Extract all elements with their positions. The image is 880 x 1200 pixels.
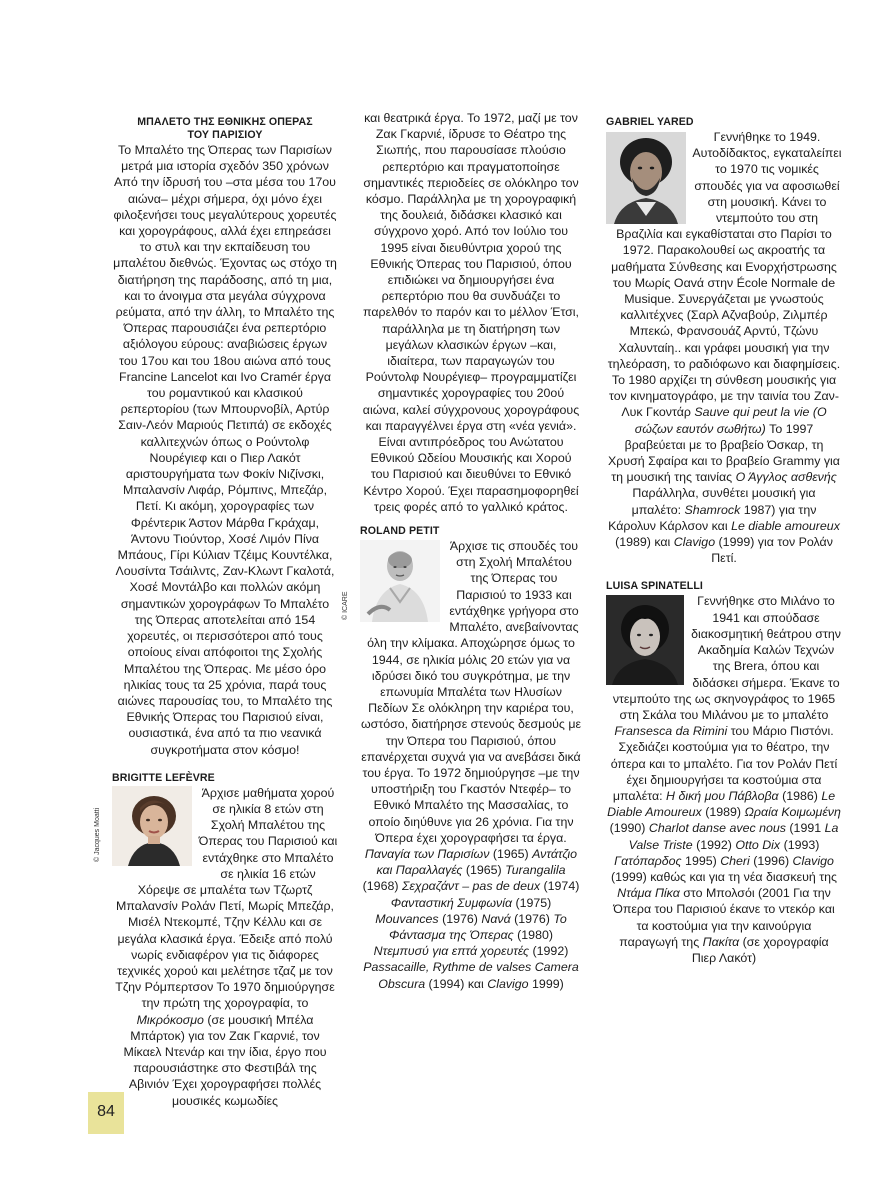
- petit-work-title: Ντεμπυσύ για επτά χορευτές: [373, 944, 530, 959]
- yared-ballet-clavigo: Clavigo: [673, 535, 716, 550]
- petit-portrait-photo: [342, 540, 440, 622]
- spinatelli-text-e: (σε χορογραφία Πιερ Λακότ): [691, 934, 829, 965]
- petit-work-year: (1975): [515, 895, 552, 910]
- spinatelli-work-title: Clavigo: [792, 853, 834, 868]
- ballet-text: Το Μπαλέτο της Όπερας των Παρισίων μετρά μια ιστορία σχεδόν 350 χρόνων Από την ίδρυσή του –στα μέσα του 17ου αιώνα– μέχρι σήμερα, όχι μόνο έχει φιλοξενήσει τους μεγαλύτερους χορευτές και χορογράφους, αλλά έχει επηρεάσει το στυλ και την εκπαίδευση του μπαλέτου διεθνώς. Έχοντας ως στόχο τη διατήρηση της παράδοσης, από τη μια, και το άνοιγμα στα μεγάλα σύγχρονα ρεύματα, από την άλλη, το Μπαλέτο της Όπερας παρουσιάζει ένα ρεπερτόριο αξιόλογου εύρους: αναβιώσεις έργων του 17ου και του 18ου αιώνα από τους Francine Lancelot και Ivo Cramér έργα του ρομαντικού και κλασικού ρεπερτορίου (των Μπουρνοβίλ, Αρτύρ Σαιν-Λεόν Μαριούς Πετιπά) σε εκδοχές καλλιτεχνών όπως ο Ρούντολφ Νουρέγιεφ και ο Πιερ Λακότ αριστουργήματα των Φοκίν Νιζίνσκι, Μπαλανσίν Λιφάρ, Ρόμπινς, Μπεζάρ, Πετί. Κι ακόμη, χορογραφίες των Φρέντερικ Άστον Μάρθα Γκράχαμ, Άντονυ Τιούντορ, Χοσέ Λιμόν Πίνα Μπάους, Γίρι Κύλιαν Τζέιμς Κουντέλκα, Λουσίντα Τσάιλντς, Ζαν-Κλωντ Γκαλοτά, Χοσέ Μοντάλβο και πολλών ακόμη σημαντικών χορογράφων Το Μπαλέτο της Όπερας αποτελείται από 154 χορευτές, οι περισσότεροι από τους οποίους είναι απόφοιτοι της Σχολής Μπαλέτου της Όπερας. Με μέσο όρο ηλικίας τους τα 25 χρόνια, παρά τους αιώνες παρουσίας του, το Μπαλέτο της Εθνικής Όπερας του Παρισιού είναι, ουσιαστικά, ένα από τα πιο νεανικά συγκροτήματα στον κόσμο!: [113, 143, 337, 757]
- spinatelli-work-year: (1996): [753, 853, 790, 868]
- petit-work-year: (1976): [442, 911, 478, 926]
- petit-work-year: (1976): [514, 911, 550, 926]
- spinatelli-work-year: (1991: [789, 821, 822, 836]
- petit-bio: [342, 538, 582, 992]
- petit-and: και: [467, 976, 484, 991]
- yared-text-a: Γεννήθηκε το 1949. Αυτοδίδακτος, εγκαταλείπει το 1970 τις νομικές σπουδές για να αφοσιωθεί στη μουσική. Κάνει το ντεμπούτο του στη Βραζιλία και εγκαθίσταται στο Παρίσι το 1972. Παρακολουθεί ως ακροατής τα μαθήματα Σύνθεσης και Ενορχήστρωσης του Μωρίς Οαvά στην École Normale de Musique. Συνεργάζεται με γνωστούς καλλιτέχνες (Σαρλ Αζναβούρ, Ζιλμπέρ Μπεκώ, Φρανσουάζ Αρντύ, Τζώνυ Χαλυνταίη.. και γράφει μουσική για την τηλεόραση, το ραδιόφωνο και διαφημίσεις. Το 1980 αρχίζει τη σύνθεση μουσικής για τον κινηματογράφο, με την ταινία του Ζαν-Λυκ Γκοντάρ: [607, 130, 842, 420]
- ballet-heading: [112, 116, 338, 142]
- petit-work-year: (1965): [492, 846, 529, 861]
- petit-work-title: Νανά: [481, 911, 511, 926]
- yared-bio: [606, 129, 842, 566]
- column-3: [606, 116, 842, 966]
- spinatelli-work-title: La Valse Triste: [628, 821, 839, 852]
- portrait-photo-icon: [112, 786, 192, 866]
- spinatelli-work-year: (1990): [609, 821, 646, 836]
- ballet-heading-line-2: ΤΟΥ ΠΑΡΙΣΙΟΥ: [187, 129, 263, 141]
- petit-work-title: Passacaille, Rythme de valses Camera Obscura: [363, 960, 579, 991]
- petit-work-year: (1965): [465, 863, 502, 878]
- column-1: [94, 116, 338, 1109]
- spinatelli-work-dama: Ντάμα Πίκα: [617, 886, 680, 901]
- spinatelli-work-title: Cheri: [720, 853, 750, 868]
- spinatelli-work-year: 1995): [685, 853, 717, 868]
- spinatelli-heading: LUISA SPINATELLI: [606, 580, 703, 593]
- spinatelli-text-b: του Μάριο Πιστόνι. Σχεδιάζει κοστούμια για το θέατρο, την όπερα και το μπαλέτο. Για τον Ρολάν Πετί έχει δημιουργήσει τα κοστούμια στα μπαλέτα:: [610, 724, 838, 803]
- petit-work-title: Clavigo: [487, 976, 529, 991]
- ballet-heading-line-1: ΜΠΑΛΕΤΟ ΤΗΣ ΕΘΝΙΚΗΣ ΟΠΕΡΑΣ: [137, 116, 313, 128]
- spinatelli-work-paquita: Πακίτα: [702, 934, 740, 949]
- petit-work-title: Παναγία των Παρισίων: [364, 846, 490, 861]
- yared-diable-year: (1989) και: [615, 535, 671, 550]
- petit-work-year: (1980): [517, 927, 553, 942]
- lefevre-heading: BRIGITTE LEFÈVRE: [112, 771, 215, 784]
- spinatelli-work-year: (1986): [782, 788, 818, 803]
- spinatelli-portrait-photo: [606, 595, 684, 685]
- page-number: 84: [88, 1092, 124, 1134]
- lefevre-portrait-photo: [94, 786, 192, 866]
- petit-work-year: (1974): [543, 879, 580, 894]
- spinatelli-work-year: (1989): [705, 805, 742, 820]
- lefevre-bio: [94, 785, 338, 1109]
- spinatelli-work-year: (1992): [696, 837, 732, 852]
- yared-ballet-diable: Le diable amoureux: [731, 518, 840, 533]
- portrait-photo-icon: [606, 595, 684, 685]
- spinatelli-bio: [606, 593, 842, 966]
- spinatelli-work-title: Η δική μου Πάβλοβα: [666, 788, 779, 803]
- column-2: [342, 110, 582, 992]
- yared-film-angel: Ο Άγγλος ασθενής: [735, 470, 837, 485]
- petit-text: Άρχισε τις σπουδές του στη Σχολή Μπαλέτου της Όπερας του Παρισιού το 1933 και εντάχθηκε γρήγορα στο Μπαλέτο, ανεβαίνοντας όλη την κλίμακα. Αποχώρησε όμως το 1944, σε ηλικία μόλις 20 ετών για να ιδρύσει δικό του συγκρότημα, με την επωνυμία Μπαλέτα των Ηλυσίων Πεδίων Σε ολόκληρη την καριέρα του, ωστόσο, διατήρησε στενούς δεσμούς με την Όπερα του Παρισιού, όπου επανέρχεται συχνά για να ανεβάσει δικά του έργα. Το 1972 δημιούργησε –με την υποστήριξη του Γκαστόν Ντεφέρ– το Εθνικό Μπαλέτο της Μασσαλίας, το οποίο διηύθυνε για 26 χρόνια. Για την Όπερα έχει χορογραφήσει τα έργα.: [361, 539, 581, 845]
- yared-film-sauve: Sauve qui peut la vie (Ο σώζων εαυτόν σωθήτω): [634, 405, 827, 436]
- spinatelli-work-title: Γατόπαρδος: [614, 853, 682, 868]
- petit-heading: ROLAND PETIT: [360, 525, 440, 538]
- spinatelli-work-francesca: Fransesca da Rimini: [614, 724, 728, 739]
- lefevre-text: Άρχισε μαθήματα χορού σε ηλικία 8 ετών στη Σχολή Μπαλέτου της Όπερας του Παρισιού και εντάχθηκε στο Μπαλέτο σε ηλικία 16 ετών Χόρεψε σε μπαλέτα των Τζωρτζ Μπαλανσίν Ρολάν Πετί, Μωρίς Μπεζάρ, Μισέλ Ντεκομπέ, Τζην Κέλλυ και σε μεγάλα κλασικά έργα. Έδειξε από πολύ νωρίς ενδιαφέρον για τις διάφορες τεχνικές χορού και μελέτησε τζαζ με τον Τζην Ρόμπερτσον Το 1970 δημιούργησε την πρώτη της χορογραφία, το: [115, 785, 338, 1011]
- spinatelli-work-title: Otto Dix: [735, 837, 781, 852]
- lefevre-text-end: (σε μουσική Μπέλα Μπάρτοκ) για τον Ζακ Γκαρνιέ, τον Μίκαελ Ντενάρ και την ίδια, έργο που παρουσιάστηκε στο Φεστιβάλ της Αβινιόν Έχει χορογραφήσει πολλές μουσικές κωμωδίες: [123, 1012, 327, 1108]
- spinatelli-work-title: Ωραία Κοιμωμένη: [744, 805, 841, 820]
- petit-work-year: (1994): [428, 976, 465, 991]
- lefevre-title-mikrokosmo: Μικρόκοσμο: [136, 1012, 204, 1027]
- lefevre-text-continued: και θεατρικά έργα. Το 1972, μαζί με τον Ζακ Γκαρνιέ, ίδρυσε το Θέατρο της Σιωπής, που παρουσίασε πλούσιο ρεπερτόριο και πραγματοποίησε σημαντικές περιοδείες σε ολόκληρο τον κόσμο. Παράλληλα με τη χορογραφική της δουλειά, διδάσκει κλασικό και σύγχρονο χορό. Από τον Ιούλιο του 1995 είναι διευθύντρια χορού της Εθνικής Όπερας του Παρισιού, όπου επιδιώκει να δημιουργήσει ένα ρεπερτόριο που θα συνδυάζει το παρελθόν το παρόν και το μέλλον Έτσι, παράλληλα με τη διατήρηση των μεγάλων κλασικών έργων –και, ιδιαίτερα, των παραγωγών του Ρούντολφ Νουρέγιεφ– προγραμματίζει σημαντικές χορογραφίες του 20ού αιώνα, καλεί σύγχρονους χορογράφους και παραγγέλνει έργα στη «νέα γενιά». Είναι αντιπρόεδρος του Ανώτατου Εθνικού Ωδείου Μουσικής και Χορού του Παρισιού και διευθύνει το Εθνικό Κέντρο Χορού. Έχει παρασημοφορηθεί τρεις φορές από το γαλλικό κράτος.: [362, 111, 580, 514]
- petit-work-title: Φανταστική Συμφωνία: [390, 895, 513, 910]
- portrait-photo-icon: [360, 540, 440, 622]
- spinatelli-text-d: στο Μπολσόι (2001 Για την Όπερα του Παρισιού έκανε το ντεκόρ και τα κοστούμια για την καινούργια παραγωγή της: [613, 886, 835, 949]
- portrait-photo-icon: [606, 132, 686, 224]
- petit-work-year: 1999): [532, 976, 564, 991]
- yared-text-e: (1999) για τον Ρολάν Πετί.: [711, 535, 833, 566]
- yared-ballet-shamrock: Shamrock: [684, 502, 741, 517]
- petit-work-title: Σεχραζάντ – pas de deux: [401, 879, 541, 894]
- spinatelli-text-c: καθώς και για τη νέα διασκευή της: [650, 869, 838, 884]
- spinatelli-work-year: (1993): [783, 837, 820, 852]
- yared-portrait-photo: [606, 132, 686, 224]
- petit-work-year: (1992): [532, 944, 569, 959]
- spinatelli-work-title: Le Diable Amoureux: [607, 788, 836, 820]
- yared-text-c: Παράλληλα, συνθέτει μουσική για μπαλέτο:: [631, 486, 816, 517]
- petit-work-year: (1968): [362, 879, 399, 894]
- petit-work-title: Turangalila: [505, 863, 566, 878]
- lefevre-photo-credit: © Jacques Moatti: [94, 807, 101, 862]
- petit-works: [363, 847, 580, 991]
- petit-work-title: Mouvances: [375, 911, 439, 926]
- petit-work-title: Αντάτζιο και Παραλλαγές: [376, 846, 578, 878]
- yared-text-b: Το 1997 βραβεύεται με το βραβείο Όσκαρ, τη Χρυσή Σφαίρα και το βραβείο Grammy για τη μουσική της ταινίας: [608, 421, 840, 485]
- yared-shamrock-year: 1987): [743, 502, 776, 517]
- petit-work-title: Το Φάντασμα της Όπερας: [389, 911, 567, 942]
- yared-heading: GABRIEL YARED: [606, 116, 694, 128]
- spinatelli-work-year: (1999): [610, 869, 647, 884]
- spinatelli-work-title: Charlot danse avec nous: [648, 821, 786, 836]
- spinatelli-text-a: Γεννήθηκε στο Μιλάνο το 1941 και σπούδασε διακοσμητική θεάτρου στην Ακαδημία Καλών Τεχνών της Brera, όπου και διδάσκει σήμερα. Έκανε το ντεμπούτο της ως σκηνογράφος το 1965 στη Σκάλα του Μιλάνου με το μπαλέτο: [612, 594, 841, 722]
- yared-text-d: για την Κάρολυν Κάρλσον και: [608, 502, 817, 533]
- petit-photo-credit: © ICARE: [342, 591, 349, 621]
